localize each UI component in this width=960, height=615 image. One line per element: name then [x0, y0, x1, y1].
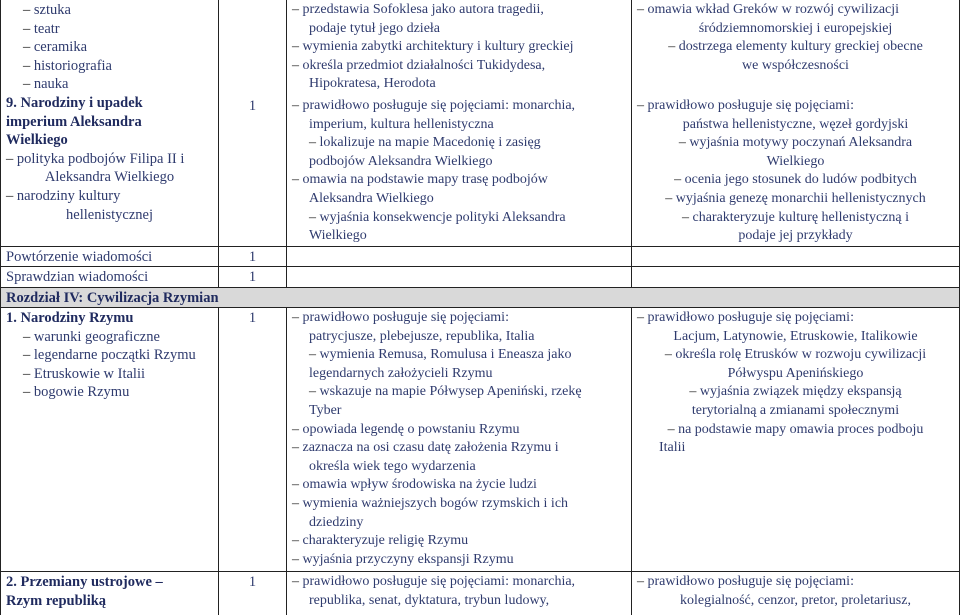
- review-label: Powtórzenie wiadomości: [6, 249, 153, 265]
- topic-item: – teatr: [6, 20, 213, 39]
- topic-item: – bogowie Rzymu: [6, 383, 213, 402]
- requirement-item-continuation: określa wiek tego wydarzenia: [309, 458, 476, 474]
- requirement-item: – prawidłowo posługuje się pojęciami:: [292, 309, 626, 328]
- basic-requirements-cell: [287, 96, 631, 246]
- requirement-item-continuation: republika, senat, dyktatura, trybun ludowy,: [309, 592, 550, 608]
- requirement-item: – określa przedmiot działalności Tukidydesa,: [292, 57, 626, 76]
- topic-item: – warunki geograficzne: [6, 328, 213, 347]
- section-title: imperium Aleksandra: [6, 113, 142, 130]
- extended-requirements-cell: [632, 96, 959, 246]
- requirement-item: – wyjaśnia związek między ekspansją: [637, 383, 954, 402]
- requirement-item: – przedstawia Sofoklesa jako autora tragedii,: [292, 1, 626, 20]
- requirement-item: – wyjaśnia motywy poczynań Aleksandra: [637, 134, 954, 153]
- requirement-item: – lokalizuje na mapie Macedonię i zasięg: [292, 134, 626, 153]
- requirement-item-continuation: podbojów Aleksandra Wielkiego: [309, 153, 493, 169]
- requirement-item-continuation: państwa hellenistyczne, węzeł gordyjski: [682, 116, 909, 132]
- requirement-item-continuation: Wielkiego: [309, 228, 367, 244]
- requirement-item-continuation: terytorialną a zmianami społecznymi: [691, 402, 900, 418]
- requirement-item-continuation: kolegialność, cenzor, pretor, proletariusz,: [680, 592, 911, 608]
- topic-cell-roman-republic: [1, 572, 218, 615]
- topic-item: – legendarne początki Rzymu: [6, 346, 213, 365]
- requirement-item-continuation: Półwyspu Apenińskiego: [727, 365, 864, 381]
- requirement-item: – zaznacza na osi czasu datę założenia Rzymu i: [292, 439, 626, 458]
- topic-cell-birth-of-rome: [1, 308, 218, 571]
- topic-item: – ceramika: [6, 38, 213, 57]
- requirement-item: – prawidłowo posługuje się pojęciami: monarchia,: [292, 97, 626, 116]
- basic-requirements-cell: [287, 0, 631, 96]
- section-title: Rzym republiką: [6, 592, 107, 609]
- requirement-item: – prawidłowo posługuje się pojęciami: monarchia,: [292, 573, 626, 592]
- requirement-item-continuation: Italii: [659, 440, 686, 456]
- requirement-item-continuation: Tyber: [309, 402, 342, 418]
- requirement-item: – na podstawie mapy omawia proces podboju: [637, 421, 954, 440]
- requirement-item: – wyjaśnia genezę monarchii hellenistycznych: [637, 190, 954, 209]
- requirement-item: – charakteryzuje kulturę hellenistyczną i: [637, 209, 954, 228]
- topic-item: – historiografia: [6, 57, 213, 76]
- extended-requirements-cell: [632, 572, 959, 615]
- requirement-item-continuation: dziedziny: [309, 514, 364, 530]
- basic-requirements-cell: [287, 308, 631, 571]
- section-title: 1. Narodziny Rzymu: [6, 310, 134, 326]
- requirement-item: – wymienia zabytki architektury i kultury greckiej: [292, 38, 626, 57]
- extended-requirements-cell: [632, 0, 959, 96]
- topic-item: – polityka podbojów Filipa II i: [6, 150, 213, 169]
- topic-item: – sztuka: [6, 1, 213, 20]
- requirement-item-continuation: imperium, kultura hellenistyczna: [309, 116, 494, 132]
- topic-item: – nauka: [6, 75, 213, 94]
- requirement-item-continuation: podaje jej przykłady: [738, 228, 853, 244]
- requirement-item: – opowiada legendę o powstaniu Rzymu: [292, 421, 626, 440]
- requirement-item: – dostrzega elementy kultury greckiej obecne: [637, 38, 954, 57]
- topic-item-continuation: Aleksandra Wielkiego: [44, 169, 175, 186]
- basic-requirements-cell: [287, 572, 631, 615]
- topic-item: – narodziny kultury: [6, 187, 213, 206]
- requirement-item: – ocenia jego stosunek do ludów podbitych: [637, 171, 954, 190]
- chapter-header: Rozdział IV: Cywilizacja Rzymian: [1, 288, 959, 307]
- hours-value: 1: [248, 574, 257, 590]
- requirement-item-continuation: podaje tytuł jego dzieła: [309, 20, 441, 36]
- requirement-item-continuation: we współczesności: [742, 57, 849, 73]
- requirement-item: – prawidłowo posługuje się pojęciami:: [637, 573, 954, 592]
- test-label: Sprawdzian wiadomości: [6, 269, 149, 285]
- requirement-item: – wymienia Remusa, Romulusa i Eneasza jako: [292, 346, 626, 365]
- requirement-item: – wyjaśnia konsekwencje polityki Aleksandra: [292, 209, 626, 228]
- requirement-item: – prawidłowo posługuje się pojęciami:: [637, 309, 954, 328]
- requirement-item: – wskazuje na mapie Półwysep Apeniński, rzekę: [292, 383, 626, 402]
- requirement-item-continuation: Hipokratesa, Herodota: [309, 76, 436, 92]
- topic-item-continuation: hellenistycznej: [66, 206, 153, 223]
- requirement-item: – wymienia ważniejszych bogów rzymskich i ich: [292, 495, 626, 514]
- requirement-item: – wyjaśnia przyczyny ekspansji Rzymu: [292, 551, 626, 570]
- requirement-item-continuation: patrycjusze, plebejusze, republika, Italia: [309, 328, 535, 344]
- hours-value: 1: [248, 310, 257, 326]
- hours-value: 1: [248, 98, 257, 114]
- section-title: Wielkiego: [6, 132, 68, 149]
- topic-cell-greek-culture-and-alexander: [1, 0, 218, 246]
- requirement-item-continuation: Aleksandra Wielkiego: [309, 190, 434, 206]
- requirement-item: – omawia wkład Greków w rozwój cywilizacji: [637, 1, 954, 20]
- section-title: 2. Przemiany ustrojowe –: [6, 574, 163, 590]
- requirement-item: – omawia na podstawie mapy trasę podbojów: [292, 171, 626, 190]
- requirement-item-continuation: Lacjum, Latynowie, Etruskowie, Italikowie: [673, 328, 918, 344]
- requirement-item: – określa rolę Etrusków w rozwoju cywilizacji: [637, 346, 954, 365]
- hours-value: 1: [248, 249, 257, 265]
- hours-value: 1: [248, 269, 257, 285]
- requirement-item-continuation: Wielkiego: [766, 153, 825, 169]
- extended-requirements-cell: [632, 308, 959, 571]
- requirement-item: – omawia wpływ środowiska na życie ludzi: [292, 476, 626, 495]
- topic-item: – Etruskowie w Italii: [6, 365, 213, 384]
- requirement-item: – charakteryzuje religię Rzymu: [292, 532, 626, 551]
- requirement-item: – prawidłowo posługuje się pojęciami:: [637, 97, 954, 116]
- requirement-item-continuation: śródziemnomorskiej i europejskiej: [698, 20, 893, 36]
- section-title: 9. Narodziny i upadek: [6, 94, 143, 111]
- requirement-item-continuation: legendarnych założycieli Rzymu: [309, 365, 493, 381]
